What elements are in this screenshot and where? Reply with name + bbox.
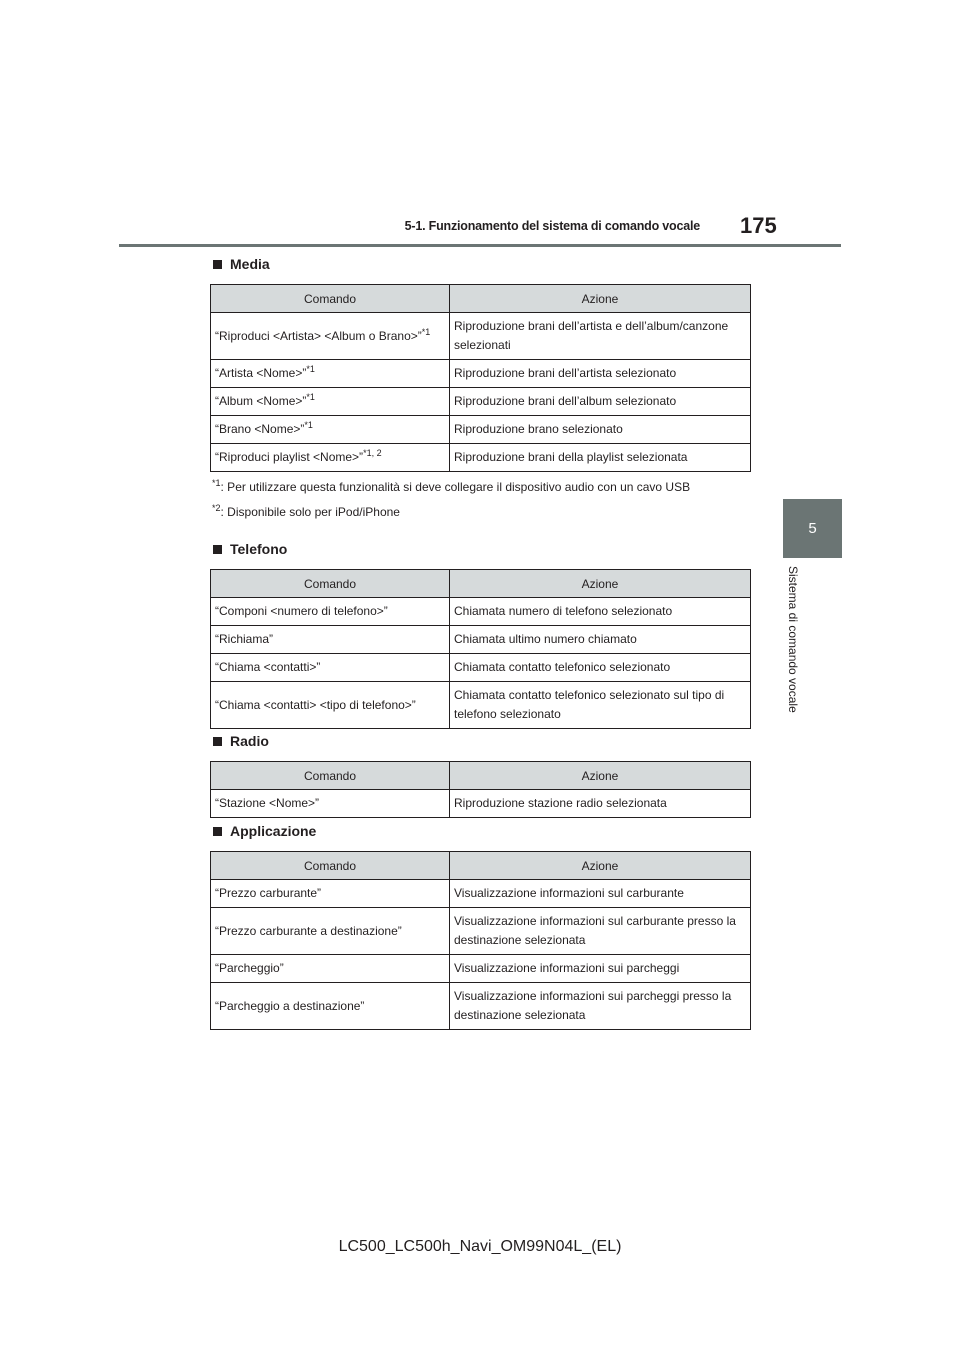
- footnote-ref: *1: [304, 420, 313, 430]
- table-row: [211, 598, 751, 626]
- radio-heading-label: Radio: [230, 733, 269, 749]
- radio-table: [210, 761, 751, 818]
- telefono-section: [210, 538, 750, 729]
- footer-model-code: LC500_LC500h_Navi_OM99N04L_(EL): [338, 1238, 622, 1255]
- command-cell: [211, 313, 450, 360]
- command-text: “Chiama <contatti> <tipo di telefono>”: [215, 697, 416, 712]
- command-cell: [211, 444, 450, 472]
- table-row: [211, 360, 751, 388]
- square-bullet-icon: [213, 545, 222, 554]
- action-cell: Riproduzione brano selezionato: [450, 416, 751, 444]
- action-cell: Chiamata numero di telefono selezionato: [450, 598, 751, 626]
- command-cell: [211, 654, 450, 682]
- command-text: “Prezzo carburante”: [215, 886, 322, 900]
- table-row: [211, 654, 751, 682]
- telefono-heading: [210, 538, 750, 560]
- command-text: “Richiama”: [215, 632, 274, 646]
- applicazione-table: [210, 851, 751, 1030]
- table-header-command: Comando: [211, 570, 450, 598]
- applicazione-heading: [210, 820, 750, 842]
- command-cell: [211, 682, 450, 729]
- command-text: “Componi <numero di telefono>”: [215, 604, 388, 618]
- command-cell: [211, 983, 450, 1030]
- radio-section: [210, 730, 750, 818]
- table-row: [211, 955, 751, 983]
- action-cell: Riproduzione brani dell’artista e dell’album/canzone selezionati: [450, 313, 751, 360]
- command-text: “Brano <Nome>”: [215, 422, 305, 436]
- table-row: [211, 416, 751, 444]
- table-header-command: Comando: [211, 852, 450, 880]
- action-cell: Riproduzione brani dell’album selezionato: [450, 388, 751, 416]
- radio-heading: [210, 730, 750, 752]
- command-cell: [211, 416, 450, 444]
- action-cell: Riproduzione stazione radio selezionata: [450, 790, 751, 818]
- table-header-command: Comando: [211, 285, 450, 313]
- command-cell: [211, 388, 450, 416]
- command-text: “Prezzo carburante a destinazione”: [215, 923, 402, 938]
- table-row: [211, 983, 751, 1030]
- action-cell: Visualizzazione informazioni sul carburante: [450, 880, 751, 908]
- command-text: “Stazione <Nome>”: [215, 796, 320, 810]
- command-cell: [211, 598, 450, 626]
- table-row: [211, 682, 751, 729]
- command-text: “Parcheggio”: [215, 961, 284, 975]
- action-cell: Riproduzione brani della playlist selezionata: [450, 444, 751, 472]
- footnote-ref: *1: [421, 326, 431, 337]
- command-text: “Chiama <contatti>”: [215, 660, 321, 674]
- table-row: [211, 790, 751, 818]
- footnote-text: : Disponibile solo per iPod/iPhone: [220, 505, 400, 519]
- table-row: [211, 388, 751, 416]
- command-text: “Riproduci playlist <Nome>”: [215, 450, 364, 464]
- command-cell: [211, 790, 450, 818]
- table-row: [211, 880, 751, 908]
- command-cell: [211, 626, 450, 654]
- command-cell: [211, 908, 450, 955]
- square-bullet-icon: [213, 260, 222, 269]
- command-cell: [211, 880, 450, 908]
- chapter-title: Sistema di comando vocale: [786, 566, 800, 713]
- applicazione-section: [210, 820, 750, 1030]
- footnote-text: : Per utilizzare questa funzionalità si deve collegare il dispositivo audio con un cavo USB: [220, 480, 691, 494]
- command-cell: [211, 955, 450, 983]
- media-table: [210, 284, 751, 472]
- footnote-ref: *1: [306, 364, 315, 374]
- command-text: “Riproduci <Artista> <Album o Brano>”: [215, 328, 422, 343]
- table-header-command: Comando: [211, 762, 450, 790]
- telefono-heading-label: Telefono: [230, 541, 288, 557]
- header-rule: [119, 244, 841, 247]
- action-cell: Visualizzazione informazioni sul carburante presso la destinazione selezionata: [450, 908, 751, 955]
- media-heading: [210, 253, 750, 275]
- table-header-action: Azione: [450, 762, 751, 790]
- media-heading-label: Media: [230, 256, 270, 272]
- action-cell: Riproduzione brani dell’artista selezionato: [450, 360, 751, 388]
- command-text: “Parcheggio a destinazione”: [215, 998, 365, 1013]
- footnote-mark: *1: [212, 478, 221, 488]
- action-cell: Chiamata contatto telefonico selezionato: [450, 654, 751, 682]
- media-section: [210, 253, 750, 520]
- table-row: [211, 626, 751, 654]
- command-text: “Album <Nome>”: [215, 394, 307, 408]
- square-bullet-icon: [213, 737, 222, 746]
- table-row: [211, 444, 751, 472]
- action-cell: Visualizzazione informazioni sui parcheggi presso la destinazione selezionata: [450, 983, 751, 1030]
- telefono-table: [210, 569, 751, 729]
- action-cell: Chiamata contatto telefonico selezionato sul tipo di telefono selezionato: [450, 682, 751, 729]
- action-cell: Chiamata ultimo numero chiamato: [450, 626, 751, 654]
- footnote-ref: *1, 2: [363, 448, 382, 458]
- footnote-1: [212, 479, 750, 495]
- footnote-ref: *1: [306, 392, 315, 402]
- footnote-2: [212, 504, 750, 520]
- command-cell: [211, 360, 450, 388]
- footnote-mark: *2: [212, 503, 221, 513]
- action-cell: Visualizzazione informazioni sui parcheggi: [450, 955, 751, 983]
- table-header-action: Azione: [450, 570, 751, 598]
- table-header-action: Azione: [450, 852, 751, 880]
- table-row: [211, 908, 751, 955]
- square-bullet-icon: [213, 827, 222, 836]
- page-number: 175: [740, 213, 777, 238]
- chapter-tab: 5: [783, 499, 842, 558]
- table-row: [211, 313, 751, 360]
- command-text: “Artista <Nome>”: [215, 366, 307, 380]
- table-header-action: Azione: [450, 285, 751, 313]
- header-section-title: 5-1. Funzionamento del sistema di comando vocale: [404, 219, 700, 233]
- applicazione-heading-label: Applicazione: [230, 823, 317, 839]
